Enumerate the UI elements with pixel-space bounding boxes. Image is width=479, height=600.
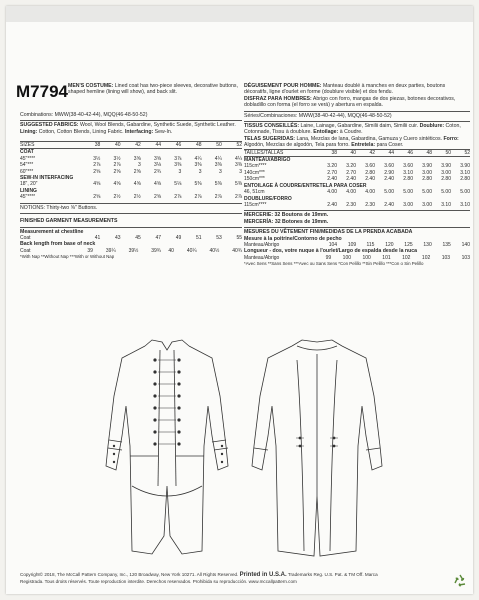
table-cell: 42 (356, 149, 375, 156)
description (68, 83, 242, 96)
table-cell: 2.80 (422, 176, 432, 183)
table-row (20, 194, 242, 200)
table-cell: 102 (402, 254, 411, 261)
table-cell: 2¾ (154, 168, 161, 175)
row-label: Manteau/Abrigo (244, 254, 280, 261)
table-cell: 3.00 (441, 169, 451, 176)
table-cell: 3.00 (422, 169, 432, 176)
table-cell: 2⅞ (235, 194, 242, 201)
telas-text: Lana, Mezclas de lana, Gabardina, Gamuza y Cuero sintéticos. (295, 135, 444, 142)
interfacing-title: Interfacing: (124, 128, 154, 135)
description-es-title: DISFRAZ PARA HOMBRES: (244, 95, 312, 102)
front-buttons (113, 358, 223, 463)
table-cell: 2.40 (346, 176, 356, 183)
description-fr (244, 83, 470, 96)
table-cell: 3.00 (403, 201, 413, 208)
table-cell: 40¾ (232, 247, 242, 254)
entoilage-title: Entoilage: (313, 129, 339, 136)
telas-title: TELAS SUGERIDAS: (244, 135, 296, 142)
table-cell: 2.40 (384, 201, 394, 208)
metrage-table (244, 149, 470, 209)
pattern-number: M7794 (16, 82, 68, 101)
lining-title: Lining: (20, 128, 38, 135)
table-cell: 49 (175, 234, 182, 241)
row-label: 18", 20" (20, 181, 38, 188)
table-cell: 103 (441, 254, 451, 261)
table-cell: 44 (141, 142, 161, 149)
table-cell: 2⅞ (93, 162, 101, 169)
finished-measurements-title: FINISHED GARMENT MEASUREMENTS (20, 218, 118, 225)
table-cell: 3⅜ (235, 162, 242, 169)
recycle-icon (452, 573, 468, 589)
pattern-envelope-back (6, 6, 473, 594)
copyright-footer (20, 572, 440, 585)
table-cell: 4⅝ (154, 181, 161, 188)
row-label: 45"**** (20, 155, 36, 162)
table-cell: 40 (168, 247, 174, 254)
tissus-title: TISSUS CONSEILLÉS: (244, 123, 300, 130)
merceria: MERCERÍA: 32 Botones de 19mm. (244, 218, 329, 225)
technical-drawings (92, 336, 392, 561)
table-cell: 5.00 (384, 189, 394, 196)
mesures-title: MESURES DU VÊTEMENT FINI/MEDIDAS DE LA PRENDA ACABADA (244, 229, 413, 236)
divider (244, 210, 470, 211)
tissus (244, 123, 470, 136)
table-cell: 55 (236, 234, 242, 241)
table-cell: 5.00 (460, 189, 470, 196)
table-cell: 2.40 (327, 201, 337, 208)
row-label: DOUBLURE/FORRO (244, 195, 292, 202)
table-cell: 2.80 (403, 176, 413, 183)
table-cell: 45 (135, 234, 141, 241)
entretela-title: Entretela: (351, 142, 376, 149)
row-label: 45"**** (20, 194, 36, 201)
table-cell: 3.20 (327, 163, 337, 170)
table-cell: 48 (413, 149, 432, 156)
table-cell: 40½ (209, 247, 220, 254)
divider (20, 213, 242, 214)
table-cell: 2.80 (441, 176, 451, 183)
table-cell: 3⅝ (133, 155, 141, 162)
trademark-text: Trademarks Reg. U.S. Pat. & TM Off. Marca (286, 572, 378, 577)
table-cell: 3.20 (346, 163, 356, 170)
table-cell: 3⅛ (154, 162, 161, 169)
row-label: SEW-IN INTERFACING (20, 175, 74, 182)
table-cell: 2⅞ (174, 194, 182, 201)
table-cell: 39¼ (105, 247, 116, 254)
yardage-table (20, 141, 242, 201)
table-cell: 135 (442, 241, 451, 248)
section-row (20, 149, 242, 156)
english-column (20, 83, 242, 261)
table-cell: 5.00 (422, 189, 432, 196)
poitrine-label: Mesure à la poitrine/Contorno de pecho (244, 235, 342, 242)
table-cell: 2.70 (327, 169, 337, 176)
table-cell: 3.90 (441, 163, 451, 170)
table-cell: 4⅝ (93, 181, 101, 188)
table-cell: 4.00 (327, 189, 337, 196)
table-cell: 3.90 (460, 163, 470, 170)
interfacing-text: Sew-In. (153, 128, 173, 135)
divider (20, 203, 242, 204)
row-label: Coat (20, 247, 31, 254)
table-cell: 3⅝ (154, 155, 161, 162)
table-cell: 39½ (128, 247, 139, 254)
table-cell: 3.10 (441, 201, 451, 208)
chest-label: Measurement at chestline (20, 228, 84, 235)
table-cell: 47 (155, 234, 161, 241)
table-cell: 43 (114, 234, 121, 241)
nap-note: *With Nap **Without Nap ***With or Without Nap (20, 254, 115, 260)
french-spanish-column (244, 83, 470, 268)
mercerie: MERCERIE: 32 Boutons de 19mm. (244, 212, 329, 219)
table-cell: 48 (181, 142, 201, 149)
divider (244, 111, 470, 112)
table-cell: 4⅝ (113, 181, 121, 188)
row-label: 115cm**** (244, 201, 267, 208)
row-label: 54"*** (20, 162, 34, 169)
table-cell: 3½ (93, 155, 101, 162)
table-cell: 3.60 (365, 163, 375, 170)
top-strip (6, 6, 473, 22)
table-cell: 101 (382, 254, 391, 261)
fabrics-title: SUGGESTED FABRICS: (20, 122, 79, 129)
table-cell: 50 (432, 149, 451, 156)
table-cell: 103 (461, 254, 470, 261)
row-label: TAILLES/TALLAS (244, 149, 318, 156)
table-cell: 104 (328, 241, 338, 248)
table-cell: 3.10 (460, 169, 470, 176)
tissus-text: Laine, Lainage, Gabardine, Similii daim, Similii cuir. (299, 123, 420, 130)
forro-text: Algodón, Mezclas de algodón, Tela para forro. (244, 142, 352, 149)
table-cell: 40 (337, 149, 356, 156)
table-cell: 2½ (113, 194, 121, 201)
table-cell: 2⅝ (133, 168, 141, 175)
table-cell: 2.90 (384, 169, 394, 176)
table-cell: 5.00 (403, 189, 413, 196)
table-cell: 42 (121, 142, 141, 149)
table-cell: 39¾ (151, 247, 161, 254)
table-cell: 2.40 (384, 176, 394, 183)
table-cell: 99 (325, 254, 332, 261)
table-cell: 4.00 (365, 189, 375, 196)
table-cell: 115 (366, 241, 375, 248)
table-cell: 2⅞ (194, 194, 202, 201)
table-cell: 3.10 (403, 169, 413, 176)
table-cell: 130 (423, 241, 432, 248)
combinations-fr: Séries/Combinaciones: MWW(38-40-42-44), MQQ(46-48-50-52) (244, 112, 392, 119)
table-cell: 2⅞ (113, 162, 121, 169)
section-row (244, 157, 470, 164)
table-cell: 100 (362, 254, 371, 261)
table-cell: 51 (195, 234, 202, 241)
table-cell: 5⅜ (214, 181, 222, 188)
frog-closures (158, 360, 176, 444)
description-fr-title: DÉGUISEMENT POUR HOMME: (244, 83, 322, 89)
table-cell: 102 (421, 254, 431, 261)
description-title: MEN'S COSTUME: (68, 83, 114, 89)
table-cell: 2.40 (365, 176, 375, 183)
rights-text: Registrada. Tous droits réservés. Toute reproduction interdite. Derechos reservados. Prohibida su reproducción. www.mccallpattern.com (20, 578, 297, 584)
table-cell: 2.70 (346, 169, 356, 176)
table-cell: 140 (461, 241, 470, 248)
table-row (244, 202, 470, 208)
table-cell: 39 (87, 247, 93, 254)
divider (20, 120, 242, 121)
table-cell: 109 (347, 241, 357, 248)
row-label: 140cm*** (244, 169, 265, 176)
notions: NOTIONS: Thirty-two ⅝" Buttons. (20, 204, 98, 211)
table-cell: 52 (222, 142, 242, 149)
table-cell: 3.00 (422, 201, 432, 208)
back-view-drawing (252, 340, 382, 556)
description-text: Lined coat has two-piece sleeves, decorative buttons, shaped hemline (lining will show), and back slit. (68, 83, 238, 96)
table-cell: 52 (451, 149, 470, 156)
table-cell: 3 (239, 168, 242, 175)
table-cell: 4¼ (194, 155, 202, 162)
table-cell: 5⅛ (174, 181, 182, 188)
table-cell: 2½ (133, 194, 141, 201)
telas (244, 136, 470, 149)
table-cell: 2.40 (327, 176, 337, 183)
divider (20, 227, 242, 228)
row-label: 115cm**** (244, 163, 267, 170)
table-cell: 3⅜ (214, 162, 222, 169)
row-label: Coat (20, 234, 31, 241)
table-cell: 4¼ (214, 155, 222, 162)
table-cell: 46 (394, 149, 413, 156)
table-cell: 3⅜ (194, 162, 202, 169)
table-cell: 5⅜ (235, 181, 242, 188)
table-cell: 5⅜ (194, 181, 202, 188)
table-cell: 41 (94, 234, 101, 241)
table-cell: 3⅞ (174, 155, 182, 162)
forro-title: Forro: (443, 135, 459, 142)
sens-note: *Avec Sens **Sans Sens ***Avec ou Sans Sens *Con Pelillo **Sin Pelillo ***Con o Sin Pelillo (244, 261, 424, 267)
row-label: ENTOILAGE À COUDRE/ENTRETELA PARA COSER (244, 182, 367, 189)
table-cell: 2.30 (346, 201, 356, 208)
table-cell: 3 (198, 168, 202, 175)
table-cell: 38 (80, 142, 100, 149)
row-label: SIZES (20, 142, 80, 149)
table-cell: 4.00 (346, 189, 356, 196)
table-cell: 38 (318, 149, 337, 156)
table-cell: 2.80 (460, 176, 470, 183)
row-label: 60"*** (20, 168, 34, 175)
table-cell: 3.60 (403, 163, 413, 170)
table-cell: 120 (385, 241, 394, 248)
divider (244, 227, 470, 228)
table-cell: 3 (218, 168, 222, 175)
size-header-row (244, 149, 470, 156)
table-cell: 2.30 (365, 201, 375, 208)
table-cell: 3.90 (422, 163, 432, 170)
longueur-label: Longueur - dos, votre nuque à l'ourlet/Largo de espalda desde la nuca (244, 248, 418, 255)
printed-in: Printed in U.S.A. (239, 572, 287, 578)
table-cell: 3 (178, 168, 182, 175)
suggested-fabrics (20, 122, 242, 135)
table-cell: 44 (375, 149, 394, 156)
table-cell: 3½ (113, 155, 121, 162)
copyright-text: Copyright© 2018, The McCall Pattern Company, Inc., 120 Broadway, New York 10271. All Rights Reserved. (20, 572, 239, 577)
row-label: Manteau/Abrigo (244, 241, 280, 248)
description-es (244, 96, 470, 109)
table-cell: 40 (100, 142, 120, 149)
table-cell: 50 (202, 142, 222, 149)
table-cell: 3.10 (460, 201, 470, 208)
table-cell: 3 (137, 162, 141, 169)
description-fr-text: Manteau doublé à manches en deux parties, boutons décoratifs, ligne d'ourlet en forme (doublure visible) et dos fendu. (244, 83, 446, 96)
table-cell: 2⅝ (154, 194, 161, 201)
combinations: Combinations: MWW(38-40-42-44), MQQ(46-48-50-52) (20, 111, 148, 118)
row-label: LINING (20, 187, 37, 194)
divider (244, 121, 470, 122)
table-cell: 2⅝ (113, 168, 121, 175)
table-cell: 40¼ (186, 247, 197, 254)
table-cell: 125 (404, 241, 413, 248)
table-cell: 2⅝ (93, 194, 101, 201)
table-cell: 2⅞ (214, 194, 222, 201)
table-cell: 100 (342, 254, 352, 261)
entretela-text: para Coser. (375, 142, 404, 149)
table-cell: 4⅝ (133, 181, 141, 188)
doublure-title: Doublure: (419, 123, 445, 130)
back-length-label: Back length from base of neck (20, 241, 96, 248)
entoilage-text: à Coudre. (338, 129, 363, 136)
table-cell: 53 (216, 234, 222, 241)
row-label: 150cm*** (244, 176, 265, 183)
table-cell: 3⅜ (174, 162, 182, 169)
description-es-text: Abrigo con forro, mangas de dos piezas, botones decorativos, dobladillo con forma (el forro se verá) y abertura en espalda. (244, 95, 456, 109)
table-cell: 4¼ (235, 155, 242, 162)
row-label: MANTEAU/ABRIGO (244, 157, 291, 164)
table-cell: 5.00 (441, 189, 451, 196)
lining-text: Cotton, Cotton Blends, Lining Fabric. (37, 128, 125, 135)
table-cell: 46 (161, 142, 181, 149)
fabrics-text: Wool, Wool Blends, Gabardine, Synthetic Suede, Synthetic Leather. (78, 122, 236, 129)
table-cell: 3.60 (384, 163, 394, 170)
row-label: 46, 51cm (244, 189, 265, 196)
row-label: COAT (20, 149, 34, 156)
table-cell: 2.80 (365, 169, 375, 176)
table-cell: 2⅝ (93, 168, 101, 175)
doublure-text: Coton, Cotonnade, Tissu à doublure. (244, 123, 461, 136)
size-header-row (20, 142, 242, 149)
